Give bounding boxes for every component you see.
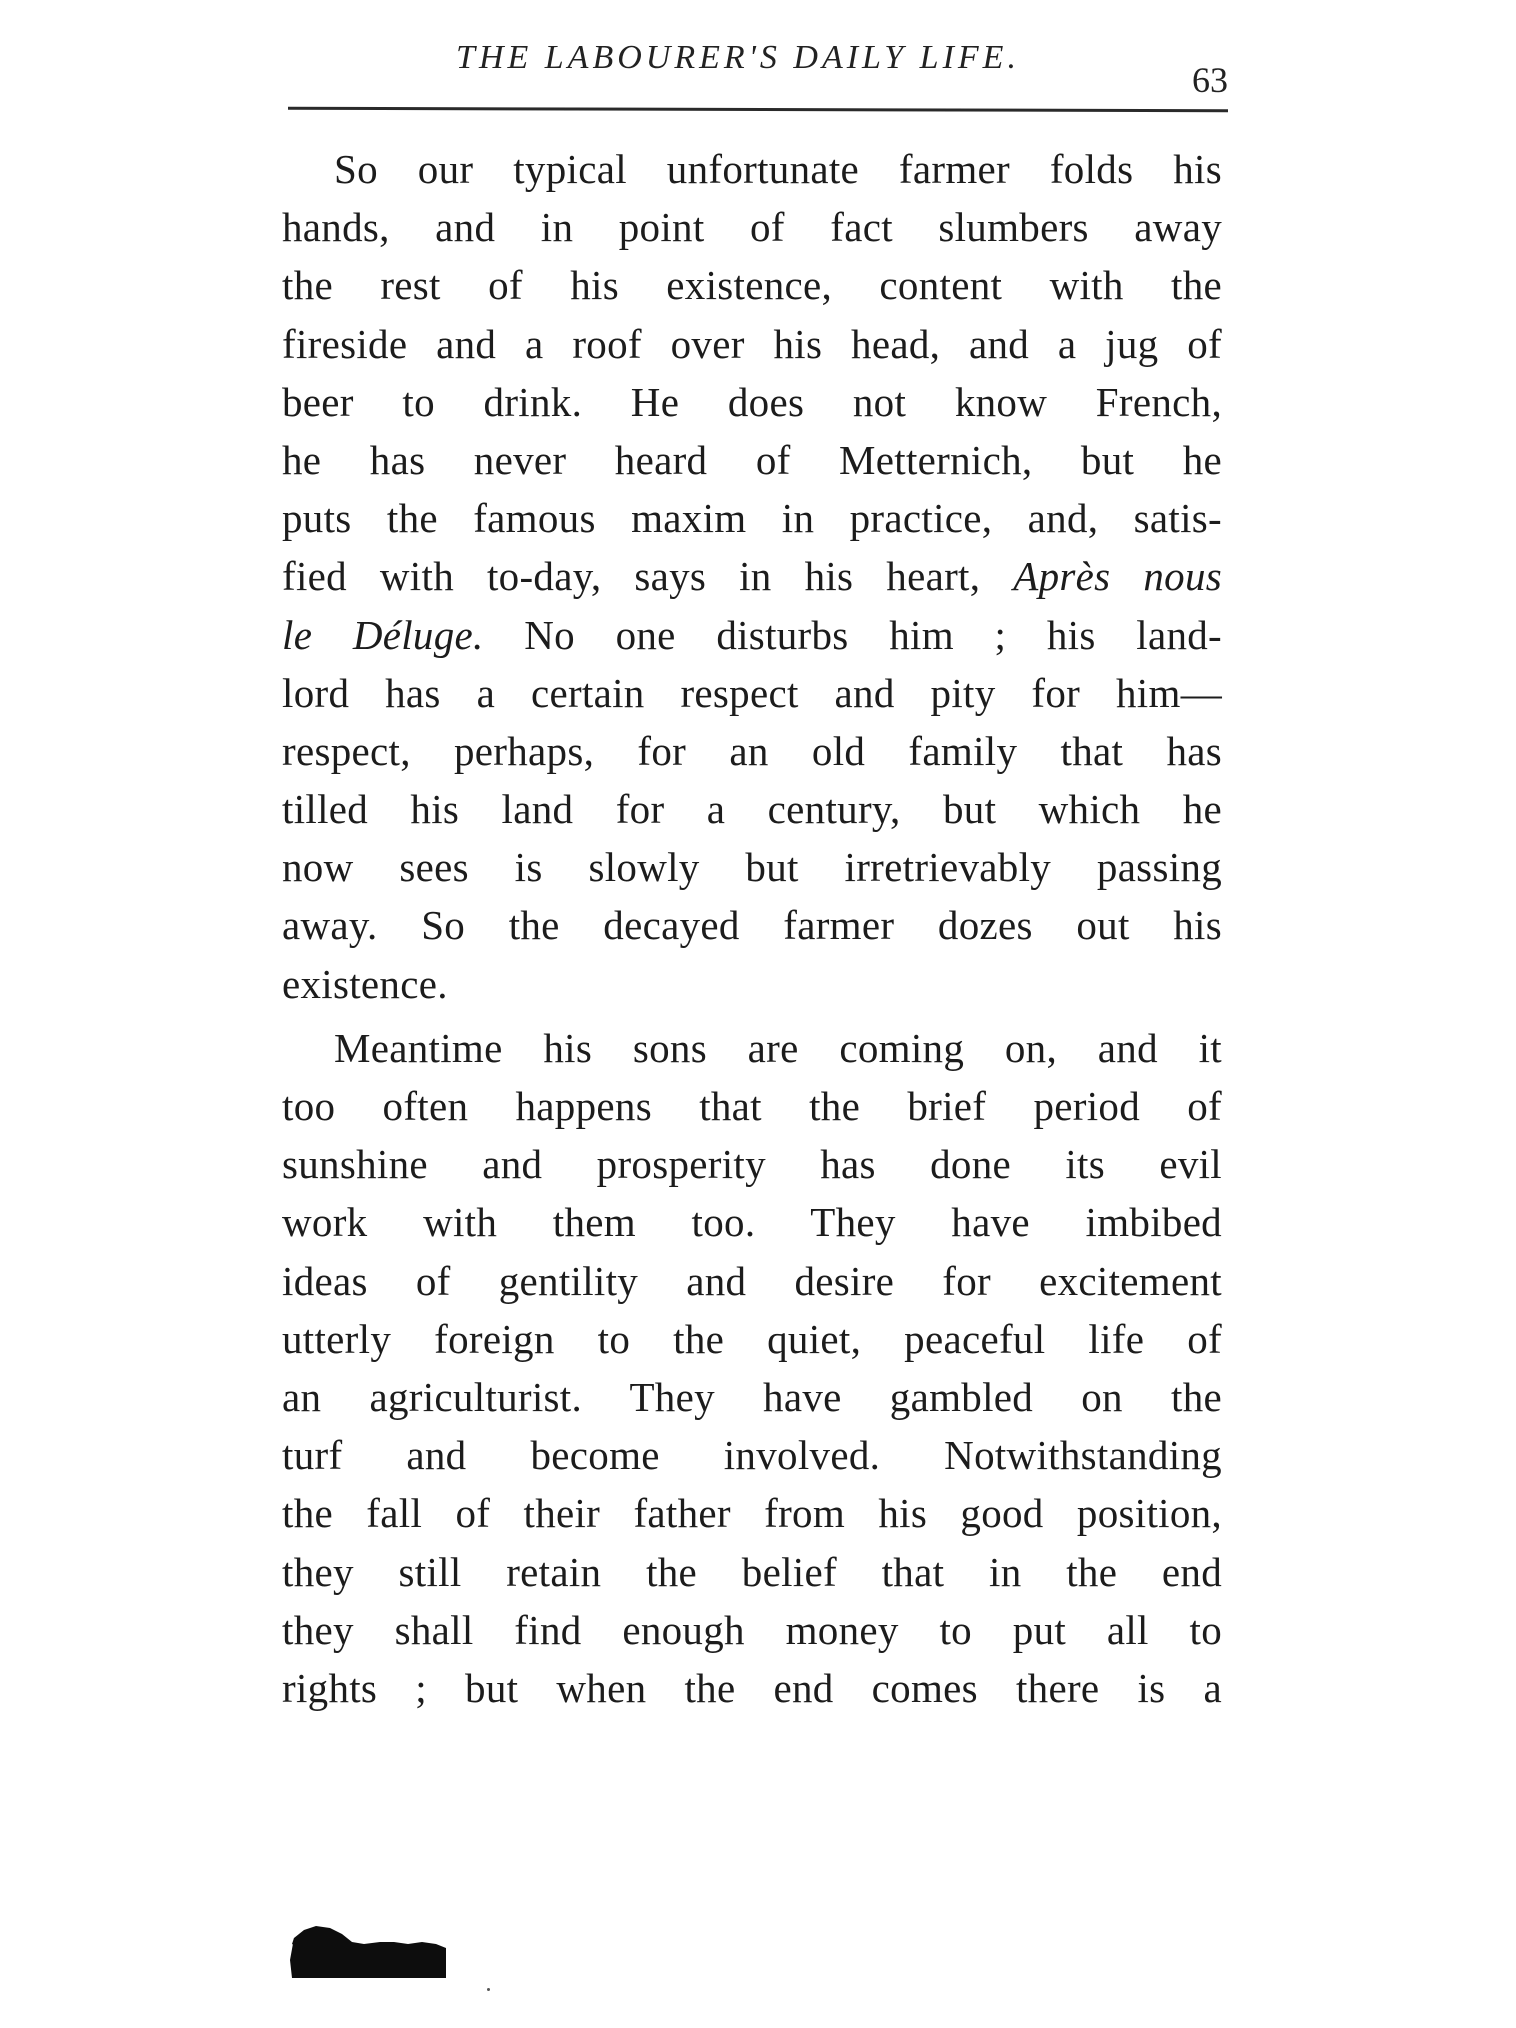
text-line: an agriculturist. They have gambled on the — [282, 1373, 1222, 1420]
body-text — [282, 140, 1222, 1717]
text-line: beer to drink. He does not know French, — [282, 378, 1222, 425]
text-line — [282, 547, 1222, 605]
text-line: work with them too. They have imbibed — [282, 1199, 1222, 1246]
text-line: the fall of their father from his good position, — [282, 1490, 1222, 1537]
page-number: 63 — [1192, 60, 1228, 100]
text-line: utterly foreign to the quiet, peaceful life of — [282, 1315, 1222, 1362]
text-line: lord has a certain respect and pity for him— — [282, 669, 1222, 716]
paragraph-1 — [282, 140, 1222, 1013]
text-line: ideas of gentility and desire for excitement — [282, 1257, 1222, 1304]
ink-blot-mark — [290, 1920, 448, 1978]
text-line: he has never heard of Metternich, but he — [282, 436, 1222, 483]
text-line: fireside and a roof over his head, and a jug of — [282, 320, 1222, 367]
header-rule — [288, 107, 1228, 112]
italic-phrase: Après nous — [1013, 553, 1223, 600]
text-line: away. So the decayed farmer dozes out his — [282, 902, 1222, 949]
text-line: Meantime his sons are coming on, and it — [334, 1024, 1222, 1071]
text-line — [282, 606, 1222, 664]
text-line: they shall find enough money to put all to — [282, 1606, 1222, 1653]
text-line: sunshine and prosperity has done its evil — [282, 1141, 1222, 1188]
text-line: too often happens that the brief period of — [282, 1083, 1222, 1129]
paragraph-2 — [282, 1019, 1222, 1717]
text-line: tilled his land for a century, but which he — [282, 786, 1222, 833]
text-line: now sees is slowly but irretrievably passing — [282, 844, 1222, 891]
running-head — [288, 36, 1228, 100]
text-line: respect, perhaps, for an old family that has — [282, 727, 1222, 774]
running-title: THE LABOURER'S DAILY LIFE. — [456, 39, 1020, 76]
italic-phrase: le Déluge. — [282, 611, 484, 658]
text-fragment: No one disturbs him ; his land- — [483, 611, 1222, 658]
speck-mark — [487, 1988, 490, 1991]
text-fragment: fied with to-day, says in his heart, — [282, 553, 1014, 600]
text-line: rights ; but when the end comes there is a — [282, 1664, 1222, 1711]
text-line: turf and become involved. Notwithstanding — [282, 1432, 1222, 1479]
text-line: the rest of his existence, content with the — [282, 262, 1222, 309]
text-line: So our typical unfortunate farmer folds his — [334, 146, 1222, 192]
text-line: puts the famous maxim in practice, and, satis- — [282, 495, 1222, 542]
text-line: hands, and in point of fact slumbers away — [282, 204, 1222, 251]
text-line: they still retain the belief that in the end — [282, 1548, 1222, 1595]
text-line: existence. — [282, 960, 448, 1007]
